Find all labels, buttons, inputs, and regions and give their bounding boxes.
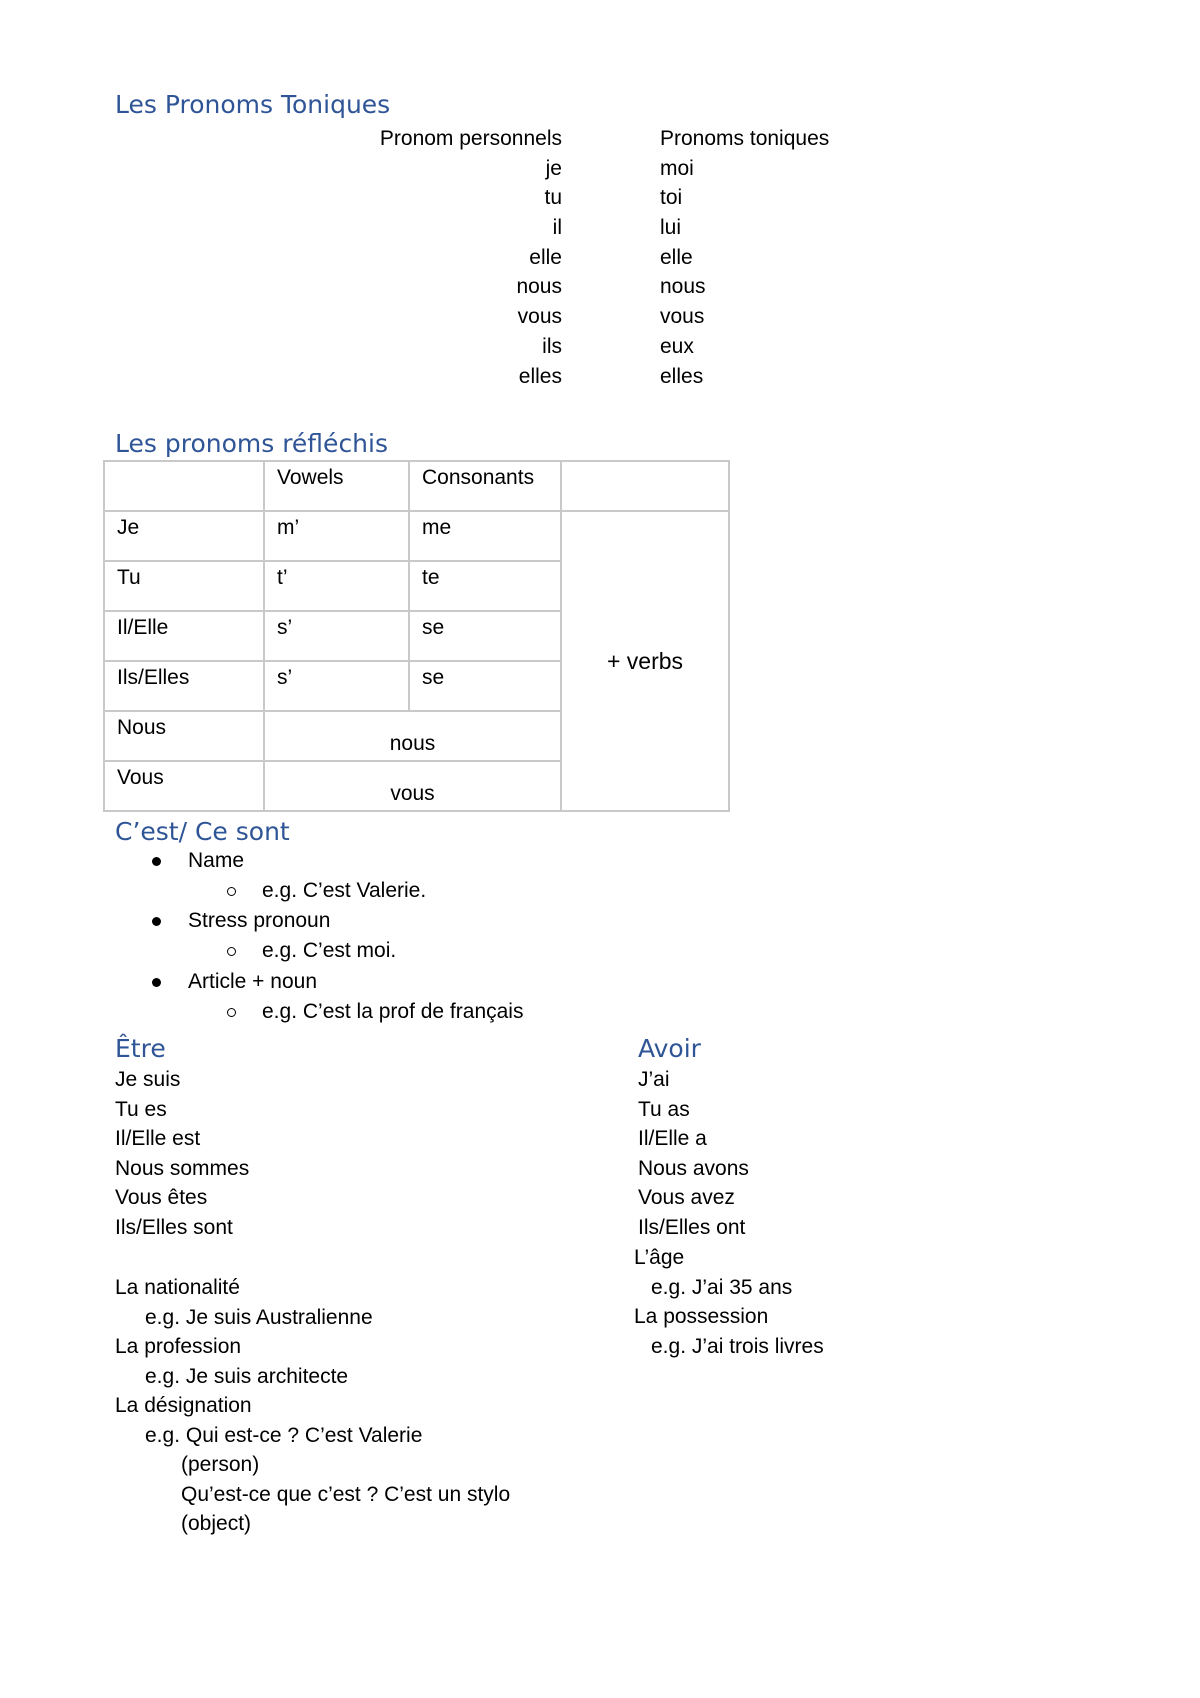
circle-bullet-icon [227,887,236,896]
personal-pronoun: vous [517,305,562,329]
table-header-row [104,461,729,511]
etre-conjugation [115,1065,249,1242]
etre-designation-extra: (person) [181,1453,260,1476]
bullet-icon [152,978,161,987]
consonant-cell: se [409,661,561,711]
bullet-icon [152,857,161,866]
avoir-use-label: La possession [634,1305,769,1328]
cest-item-example: e.g. C’est moi. [262,939,397,962]
tonic-pronoun: moi [660,156,694,180]
avoir-use-example: e.g. J’ai trois livres [651,1334,824,1358]
cest-item-example: e.g. C’est la prof de français [262,1000,524,1023]
tonic-pronouns-column [660,124,920,391]
verbs-note: + verbs [561,511,729,811]
personal-pronoun: ils [542,334,562,358]
tonic-pronoun: elles [660,364,704,388]
vowel-cell: s’ [264,661,409,711]
tonic-pronoun: toi [660,186,683,210]
etre-use-example: e.g. Je suis architecte [145,1364,349,1388]
tonic-pronoun: nous [660,275,706,299]
etre-form: Nous sommes [115,1156,250,1180]
avoir-form: Vous avez [638,1186,735,1209]
tonic-pronoun: eux [660,334,694,358]
etre-form: Vous êtes [115,1186,208,1209]
personal-pronoun: tu [544,186,562,210]
merged-pronoun-cell: nous [264,711,561,761]
avoir-heading: Avoir [638,1034,701,1063]
cest-item-example: e.g. C’est Valerie. [262,879,427,902]
vowel-cell: m’ [264,511,409,561]
consonant-cell: te [409,561,561,611]
etre-form: Tu es [115,1097,167,1121]
etre-form: Je suis [115,1068,181,1091]
cest-item-label: Name [188,849,245,872]
personal-pronoun: elles [518,364,562,388]
personal-pronoun: je [545,156,562,180]
bullet-icon [152,917,161,926]
reflexive-table [103,460,730,812]
etre-use-label: La profession [115,1335,242,1358]
avoir-form: Il/Elle a [638,1127,707,1150]
subject-cell: Ils/Elles [104,661,264,711]
consonant-cell: se [409,611,561,661]
header-extra-cell [561,461,729,511]
header-blank-cell [104,461,264,511]
avoir-use-example: e.g. J’ai 35 ans [651,1275,793,1299]
avoir-form: Ils/Elles ont [638,1215,746,1239]
merged-pronoun-cell: vous [264,761,561,811]
cest-heading: C’est/ Ce sont [115,817,290,846]
vowel-cell: t’ [264,561,409,611]
etre-form: Il/Elle est [115,1127,201,1150]
etre-use-label: La désignation [115,1394,252,1417]
subject-cell: Tu [104,561,264,611]
etre-uses [115,1273,510,1539]
cest-item-label: Stress pronoun [188,909,331,932]
tonic-pronoun: vous [660,305,705,329]
circle-bullet-icon [227,947,236,956]
consonant-cell: me [409,511,561,561]
personal-pronoun: il [552,216,562,240]
etre-use-example: e.g. Qui est-ce ? C’est Valerie [145,1423,423,1447]
vowel-cell: s’ [264,611,409,661]
avoir-form: Nous avons [638,1156,749,1180]
circle-bullet-icon [227,1008,236,1017]
table-row [104,511,729,561]
subject-cell: Je [104,511,264,561]
personal-pronoun: nous [516,275,562,299]
avoir-form: J’ai [638,1068,670,1091]
header-consonants: Consonants [409,461,561,511]
reflexive-heading: Les pronoms réfléchis [115,429,388,458]
tonic-pronoun: elle [660,245,693,269]
subject-cell: Vous [104,761,264,811]
tonic-pronoun: lui [660,216,682,240]
subject-cell: Nous [104,711,264,761]
avoir-uses [634,1243,824,1361]
personal-pronoun: elle [529,245,562,269]
header-vowels: Vowels [264,461,409,511]
cest-item-label: Article + noun [188,970,317,993]
tonic-heading: Les Pronoms Toniques [115,90,391,119]
personal-header: Pronom personnels [379,127,562,150]
tonic-header: Pronoms toniques [660,127,830,150]
etre-heading: Être [115,1034,166,1063]
avoir-form: Tu as [638,1097,690,1121]
etre-form: Ils/Elles sont [115,1215,233,1239]
etre-use-label: La nationalité [115,1276,240,1299]
etre-designation-extra: (object) [181,1512,252,1535]
etre-use-example: e.g. Je suis Australienne [145,1305,373,1329]
subject-cell: Il/Elle [104,611,264,661]
avoir-use-label: L’âge [634,1246,685,1269]
avoir-conjugation [638,1065,749,1242]
etre-designation-extra: Qu’est-ce que c’est ? C’est un stylo [181,1482,511,1506]
personal-pronouns-column [330,124,562,391]
